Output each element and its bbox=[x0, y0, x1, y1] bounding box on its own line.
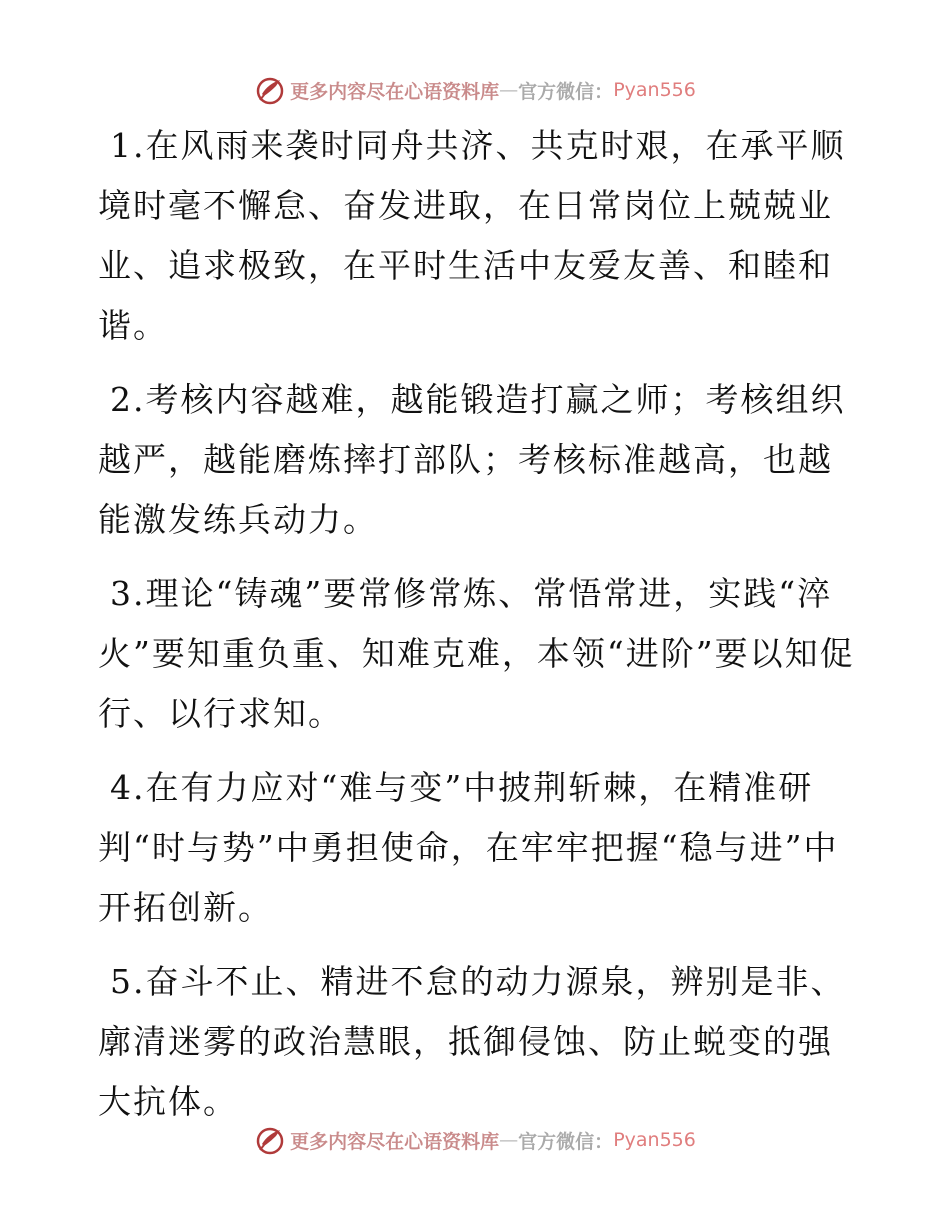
banner-wechat-label: 官方微信： bbox=[518, 80, 614, 103]
banner-dash: — bbox=[499, 79, 519, 101]
header-banner bbox=[0, 70, 950, 110]
item-text: 奋斗不止、精进不怠的动力源泉，辨别是非、廓清迷雾的政治慧眼，抵御侵蚀、防止蜕变的强大抗体。 bbox=[98, 962, 846, 1121]
banner-wechat-id: Pyan556 bbox=[613, 1129, 696, 1151]
item-text: 在风雨来袭时同舟共济、共克时艰，在承平顺境时毫不懈怠、奋发进取，在日常岗位上兢兢业业、追求极致，在平时生活中友爱友善、和睦和谐。 bbox=[98, 126, 846, 345]
list-item bbox=[98, 116, 858, 356]
item-text: 考核内容越难，越能锻造打赢之师；考核组织越严，越能磨炼摔打部队；考核标准越高，也越能激发练兵动力。 bbox=[98, 380, 846, 539]
banner-dash: — bbox=[499, 1129, 519, 1151]
list-item bbox=[98, 564, 858, 744]
pen-logo-icon bbox=[254, 1124, 286, 1156]
item-number: 2. bbox=[110, 380, 146, 419]
banner-site-text: 更多内容尽在心语资料库 bbox=[290, 1130, 500, 1153]
banner-wechat-label: 官方微信： bbox=[518, 1130, 614, 1153]
list-item bbox=[98, 370, 858, 550]
list-item bbox=[98, 952, 858, 1132]
item-text: 理论“铸魂”要常修常炼、常悟常进，实践“淬火”要知重负重、知难克难，本领“进阶”要以知促行、以行求知。 bbox=[98, 574, 855, 733]
list-item bbox=[98, 758, 858, 938]
item-number: 4. bbox=[110, 768, 146, 807]
footer-banner bbox=[0, 1120, 950, 1160]
item-number: 1. bbox=[110, 126, 146, 165]
banner-site-text: 更多内容尽在心语资料库 bbox=[290, 80, 500, 103]
banner-wechat-id: Pyan556 bbox=[613, 79, 696, 101]
item-number: 5. bbox=[110, 962, 146, 1001]
item-text: 在有力应对“难与变”中披荆斩棘，在精准研判“时与势”中勇担使命，在牢牢把握“稳与进”中开拓创新。 bbox=[98, 768, 839, 927]
pen-logo-icon bbox=[254, 74, 286, 106]
item-number: 3. bbox=[110, 574, 146, 613]
document-body bbox=[98, 116, 858, 1146]
